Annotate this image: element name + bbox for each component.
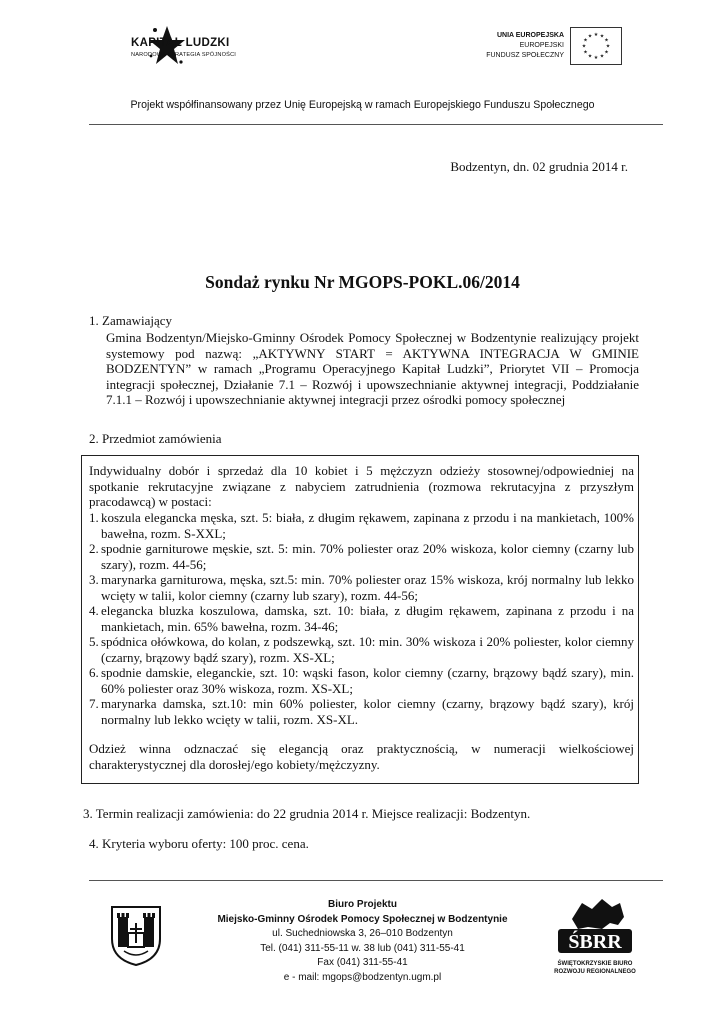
footer-phone: Tel. (041) 311-55-11 w. 38 lub (041) 311-55-41 — [260, 942, 465, 954]
sbrr-line-1: ŚWIĘTOKRZYSKIE BIURO — [557, 961, 633, 967]
list-item — [89, 541, 634, 572]
sbrr-line-2: ROZWOJU REGIONALNEGO — [554, 969, 636, 975]
item-text: elegancka bluzka koszulowa, damska, szt. 10: biała, z długim rękawem, zapinana z przodu i na mankietach, min. 65% bawełna, rozm. 34-46; — [101, 603, 634, 634]
list-item — [89, 696, 634, 727]
header-divider — [89, 124, 663, 125]
item-text: spodnie garniturowe męskie, szt. 5: min. 70% poliester oraz 20% wiskoza, kolor ciemny (czarny lub szary), rozm. 44-56; — [101, 541, 634, 572]
footer-address: ul. Suchedniowska 3, 26–010 Bodzentyn — [272, 928, 453, 939]
eu-line-1: UNIA EUROPEJSKA — [496, 32, 564, 39]
order-subject-closing: Odzież winna odznaczać się elegancją oraz praktycznością, w numeracji wielkościowej charakterystycznej dla dorosłej/ego kobiety/mężczyzny. — [89, 741, 634, 772]
svg-text:★: ★ — [583, 49, 588, 56]
item-number: 3. — [89, 572, 99, 587]
project-cofinancing-line: Projekt współfinansowany przez Unię Europejską w ramach Europejskiego Funduszu Społecznego — [130, 99, 595, 111]
clothing-item-list — [89, 510, 634, 727]
item-number: 5. — [89, 634, 99, 649]
item-text: spodnie damskie, eleganckie, szt. 10: wąski fason, kolor ciemny (czarny, brązowy bądź szary), min. 60% poliester oraz 30% wiskoza, rozm. XS-XL; — [101, 665, 634, 696]
item-number: 1. — [89, 510, 99, 525]
svg-text:★: ★ — [587, 53, 593, 60]
footer-heading: Biuro Projektu — [328, 899, 397, 910]
list-item — [89, 665, 634, 696]
item-text: marynarka garniturowa, męska, szt.5: min. 70% poliester oraz 15% wiskoza, krój normalny lub lekko wcięty w talii, kolor ciemny (czarny lub szary), rozm. 44-56; — [101, 572, 634, 603]
footer-email: e - mail: mgops@bodzentyn.ugm.pl — [283, 971, 442, 983]
footer-fax: Fax (041) 311-55-41 — [317, 957, 408, 968]
svg-text:★: ★ — [599, 53, 605, 60]
sbrr-logo-text: ŚBRR — [568, 931, 622, 953]
svg-text:★: ★ — [593, 55, 599, 61]
svg-text:★: ★ — [593, 32, 599, 38]
svg-text:★: ★ — [604, 37, 609, 44]
section-1-body: Gmina Bodzentyn/Miejsko-Gminny Ośrodek Pomocy Społecznej w Bodzentynie realizujący projekt systemowy pod nazwą: „AKTYWNY START = AKTYWNA INTEGRACJA W GMINIE BODZENTYN” w ramach „Programu Operacyjnego Kapitał Ludzki”, Priorytet VII – Promocja integracji społecznej, Działanie 7.1 – Rozwój i upowszechnianie aktywnej integracji, Poddziałanie 7.1.1 – Rozwój i upowszechnianie aktywnej integracji przez ośrodki pomocy społecznej — [106, 330, 639, 407]
list-item — [89, 634, 634, 665]
order-subject-intro: Indywidualny dobór i sprzedaż dla 10 kobiet i 5 mężczyzn odzieży stosownej/odpowiedniej na spotkanie rekrutacyjne związane z nabyciem zatrudnienia (rozmowa rekrutacyjna z przyszłym pracodawcą) w postaci: — [89, 463, 634, 509]
item-text: koszula elegancka męska, szt. 5: biała, z długim rękawem, zapinana z przodu i na mankietach, 100% bawełna, rozm. S-XXL; — [101, 510, 634, 541]
svg-text:★: ★ — [599, 33, 605, 40]
section-1-heading: 1. Zamawiający — [89, 313, 173, 328]
list-item — [89, 603, 634, 634]
section-2-heading: 2. Przedmiot zamówienia — [89, 431, 222, 446]
footer-divider — [89, 880, 663, 881]
svg-text:★: ★ — [605, 43, 611, 50]
list-item — [89, 510, 634, 541]
eu-logo-text — [486, 31, 564, 61]
svg-text:★: ★ — [581, 43, 587, 50]
section-3-deadline: 3. Termin realizacji zamówienia: do 22 grudnia 2014 r. Miejsce realizacji: Bodzentyn. — [83, 806, 531, 821]
item-number: 2. — [89, 541, 99, 556]
section-4-criteria: 4. Kryteria wyboru oferty: 100 proc. cena. — [89, 836, 309, 851]
eu-line-2: EUROPEJSKI — [519, 42, 564, 49]
item-text: marynarka damska, szt.10: min 60% poliester, kolor ciemny (czarny, brązowy bądź szary), krój normalny lub lekko wcięty w talii, rozm. XS-XL. — [101, 696, 634, 727]
svg-text:★: ★ — [587, 33, 593, 40]
document-title: Sondaż rynku Nr MGOPS-POKL.06/2014 — [205, 272, 520, 292]
sbrr-logo-icon — [552, 895, 638, 979]
footer-organization: Miejsko-Gminny Ośrodek Pomocy Społecznej w Bodzentynie — [217, 913, 508, 925]
svg-text:★: ★ — [583, 37, 588, 44]
list-item — [89, 572, 634, 603]
kapital-ludzki-subtitle: NARODOWA STRATEGIA SPÓJNOŚCI — [131, 52, 237, 58]
item-text: spódnica ołówkowa, do kolan, z podszewką, szt. 10: min. 30% wiskoza i 20% poliester, kolor ciemny (czarny, brązowy bądź szary), rozm. XS-XL; — [101, 634, 634, 665]
kapital-ludzki-title: KAPITAŁ LUDZKI — [131, 37, 230, 49]
date-line: Bodzentyn, dn. 02 grudnia 2014 r. — [450, 159, 628, 174]
item-number: 4. — [89, 603, 99, 618]
item-number: 6. — [89, 665, 99, 680]
item-number: 7. — [89, 696, 99, 711]
eu-line-3: FUNDUSZ SPOŁECZNY — [486, 52, 564, 59]
svg-text:★: ★ — [604, 49, 609, 56]
eu-flag-icon — [570, 27, 622, 65]
